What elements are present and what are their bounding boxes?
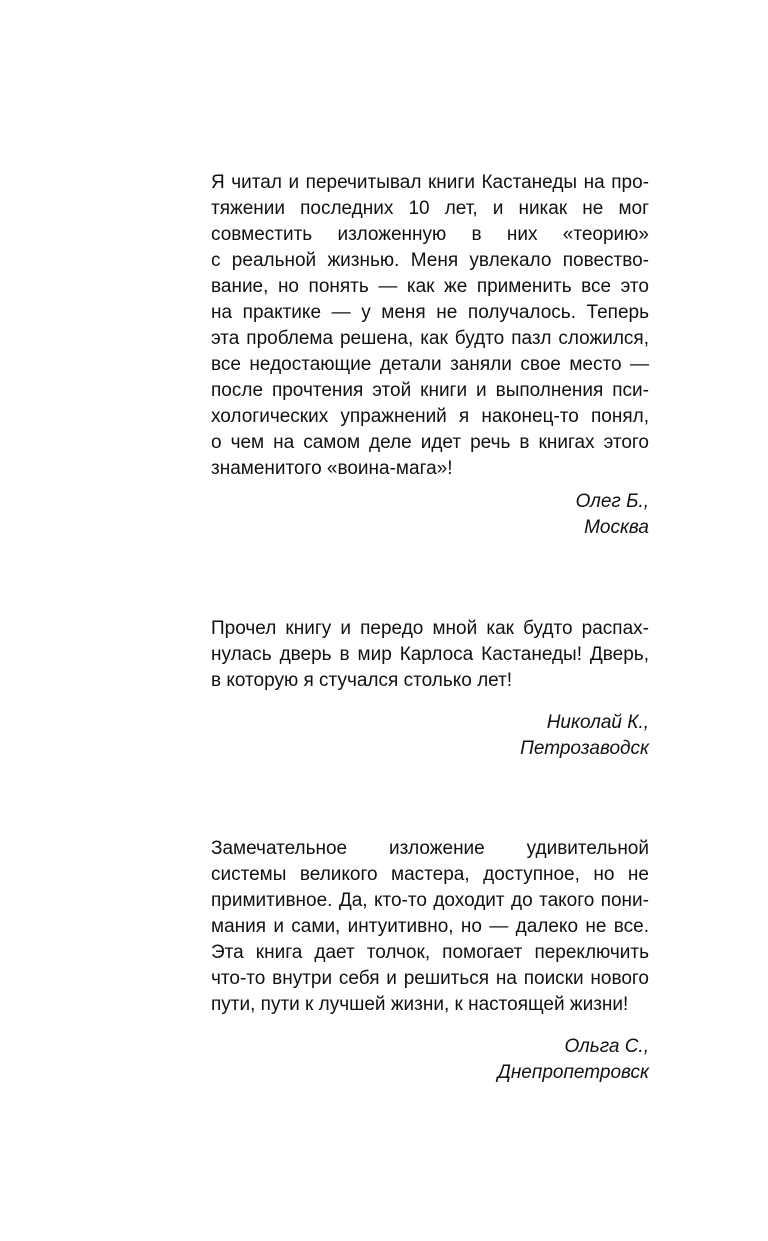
- text-line: о чем на самом деле идет речь в книгах этого: [211, 432, 649, 453]
- text-line: все недостающие детали заняли свое место —: [211, 354, 649, 375]
- review-author: Олег Б.,: [575, 491, 649, 512]
- text-line: Эта книга дает толчок, помогает переключить: [211, 942, 649, 963]
- review-signature: [211, 710, 649, 762]
- text-line: знаменитого «воина-мага»!: [211, 458, 453, 479]
- review-city: Москва: [584, 517, 649, 538]
- text-line: хологических упражнений я наконец-то понял,: [211, 406, 649, 427]
- review-olga-b: [211, 170, 649, 541]
- review-author: Ольга С.,: [564, 1036, 649, 1057]
- review-nikolay-k: [211, 616, 649, 762]
- text-line: в которую я стучался столько лет!: [211, 670, 513, 691]
- review-text: [211, 170, 649, 482]
- review-city: Днепропетровск: [497, 1062, 649, 1083]
- text-line: Я читал и перечитывал книги Кастанеды на про-: [211, 172, 649, 193]
- text-line: тяжении последних 10 лет, и никак не мог: [211, 198, 649, 219]
- text-line: Прочел книгу и передо мной как будто распах-: [211, 618, 649, 639]
- text-line: с реальной жизнью. Меня увлекало повество-: [211, 250, 649, 271]
- text-line: на практике — у меня не получалось. Теперь: [211, 302, 649, 323]
- review-signature: [211, 1034, 649, 1086]
- review-olga-s: [211, 836, 649, 1086]
- review-text: [211, 836, 649, 1018]
- text-line: пути, пути к лучшей жизни, к настоящей жизни!: [211, 994, 629, 1015]
- text-line: примитивное. Да, кто-то доходит до такого пони-: [211, 890, 649, 911]
- text-line: Замечательное изложение удивительной: [211, 838, 649, 859]
- review-city: Петрозаводск: [520, 738, 649, 759]
- text-line: что-то внутри себя и решиться на поиски нового: [211, 968, 649, 989]
- review-author: Николай К.,: [546, 712, 649, 733]
- review-signature: [211, 489, 649, 541]
- text-line: эта проблема решена, как будто пазл сложился,: [211, 328, 649, 349]
- text-line: мания и сами, интуитивно, но — далеко не все.: [211, 916, 649, 937]
- text-line: системы великого мастера, доступное, но не: [211, 864, 649, 885]
- review-text: [211, 616, 649, 694]
- text-line: вание, но понять — как же применить все это: [211, 276, 649, 297]
- text-line: после прочтения этой книги и выполнения пси-: [211, 380, 649, 401]
- text-line: нулась дверь в мир Карлоса Кастанеды! Дверь,: [211, 644, 649, 665]
- text-line: совместить изложенную в них «теорию»: [211, 224, 649, 245]
